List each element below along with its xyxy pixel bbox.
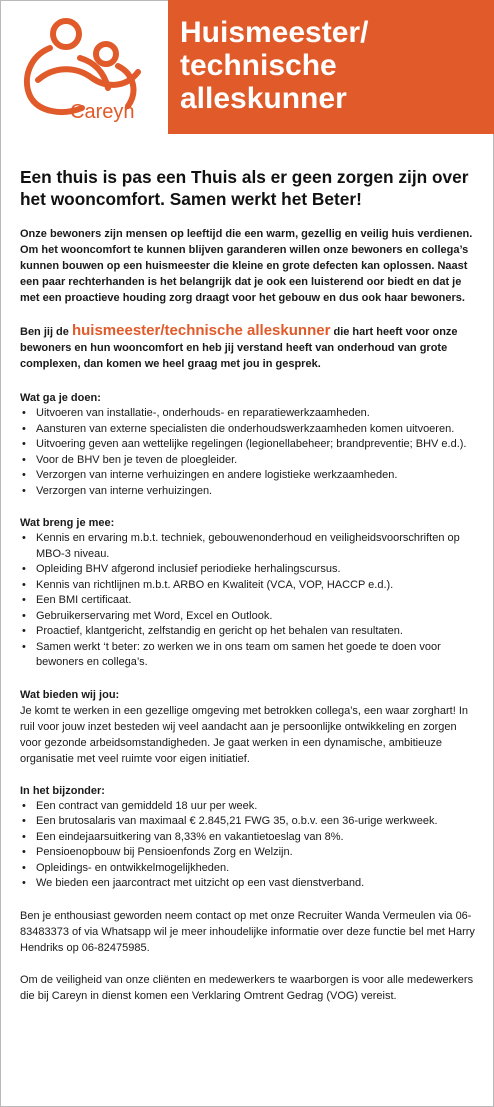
job-title: Huismeester/ technische alleskunner <box>180 16 369 115</box>
list-item: • Een brutosalaris van maximaal € 2.845,21 FWG 35, o.b.v. een 36-urige werkweek. <box>20 814 480 830</box>
tasks-heading: Wat ga je doen: <box>20 392 101 404</box>
cta-paragraph <box>20 323 480 372</box>
vog-paragraph: Om de veiligheid van onze cliënten en medewerkers te waarborgen is voor alle medewerkers die bij Careyn in dienst komen een Verklaring Omtrent Gedrag (VOG) vereist. <box>20 973 474 1002</box>
list-item: • We bieden een jaarcontract met uitzicht op een vast dienstverband. <box>20 876 480 892</box>
intro-paragraph: Onze bewoners zijn mensen op leeftijd die een warm, gezellig en veilig huis verdienen. Om het wooncomfort te kunnen blijven garanderen willen onze bewoners en collega’s kunnen bouwen op een huismeester die kleine en grote defecten kan oplossen. Naast een paar rechterhanden is het belangrijk dat je ook een luisterend oor biedt en dat je met een proactieve houding zorg draagt voor het gebouw en dus ook haar bewoners. <box>20 228 473 304</box>
list-item: • Een eindejaarsuitkering van 8,33% en vakantietoeslag van 8%. <box>20 830 480 846</box>
list-item: • Pensioenopbouw bij Pensioenfonds Zorg en Welzijn. <box>20 845 480 861</box>
offer-heading: Wat bieden wij jou: <box>20 688 120 701</box>
specifics-section <box>20 783 480 892</box>
list-item: • Opleidings- en ontwikkelmogelijkheden. <box>20 861 480 877</box>
list-item: • Kennis van richtlijnen m.b.t. ARBO en Kwaliteit (VCA, VOP, HACCP e.d.). <box>20 578 480 594</box>
offer-section <box>20 687 480 767</box>
list-item: • Proactief, klantgericht, zelfstandig en gericht op het behalen van resultaten. <box>20 624 480 640</box>
list-item: • Samen werkt ‘t beter: zo werken we in ons team om samen het goede te doen voor bewoners en collega’s. <box>20 640 480 671</box>
list-item: • Opleiding BHV afgerond inclusief periodieke herhalingscursus. <box>20 562 480 578</box>
tasks-section <box>20 390 480 499</box>
careyn-logo <box>10 10 160 130</box>
list-item: • Een BMI certificaat. <box>20 593 480 609</box>
title-banner <box>168 0 494 134</box>
list-item: • Gebruikerservaring met Word, Excel en Outlook. <box>20 609 480 625</box>
specifics-heading: In het bijzonder: <box>20 784 105 797</box>
tasks-list <box>20 406 480 499</box>
cta-before: Ben jij de <box>20 326 72 338</box>
list-item: • Uitvoering geven aan wettelijke regelingen (legionellabeheer; brandpreventie; BHV e.d.). <box>20 437 480 453</box>
list-item: • Voor de BHV ben je teven de ploegleider. <box>20 453 480 469</box>
specifics-list <box>20 799 480 892</box>
cta-highlight: huismeester/technische alleskunner <box>71 322 331 339</box>
requirements-section <box>20 515 480 671</box>
list-item: • Een contract van gemiddeld 18 uur per week. <box>20 799 480 815</box>
list-item: • Kennis en ervaring m.b.t. techniek, gebouwenonderhoud en veiligheidsvoorschriften op MBO-3 niveau. <box>20 531 480 562</box>
requirements-list <box>20 531 480 671</box>
list-item: • Aansturen van externe specialisten die onderhoudswerkzaamheden komen uitvoeren. <box>20 422 480 438</box>
offer-text: Je komt te werken in een gezellige omgeving met betrokken collega’s, een waar zorghart! In ruil voor jouw inzet besteden wij veel aandacht aan je persoonlijke ontwikkeling en zorgen voor gezonde arbeidsomstandigheden. Je gaat werken in een dynamische, ambitieuze organisatie met veel ruimte voor eigen initiatief. <box>20 704 468 765</box>
headline: Een thuis is pas een Thuis als er geen zorgen zijn over het wooncomfort. Samen werkt het Beter! <box>20 167 469 209</box>
list-item: • Uitvoeren van installatie-, onderhouds- en reparatiewerkzaamheden. <box>20 406 480 422</box>
requirements-heading: Wat breng je mee: <box>20 517 115 529</box>
list-item: • Verzorgen van interne verhuizingen. <box>20 484 480 500</box>
logo-wordmark: Careyn <box>70 101 135 123</box>
contact-paragraph: Ben je enthousiast geworden neem contact op met onze Recruiter Wanda Vermeulen via 06-83483373 of via Whatsapp wil je meer inhoudelijke informatie over deze functie bel met Harry Hendriks op 06-82475985. <box>20 909 475 954</box>
vacancy-body <box>20 166 480 1004</box>
list-item: • Verzorgen van interne verhuizingen en andere logistieke werkzaamheden. <box>20 468 480 484</box>
cta-after: die hart heeft voor onze bewoners en hun wooncomfort en heb jij verstand heeft van onderhoud van grote complexen, dan komen we heel graag met jou in gesprek. <box>20 326 458 370</box>
